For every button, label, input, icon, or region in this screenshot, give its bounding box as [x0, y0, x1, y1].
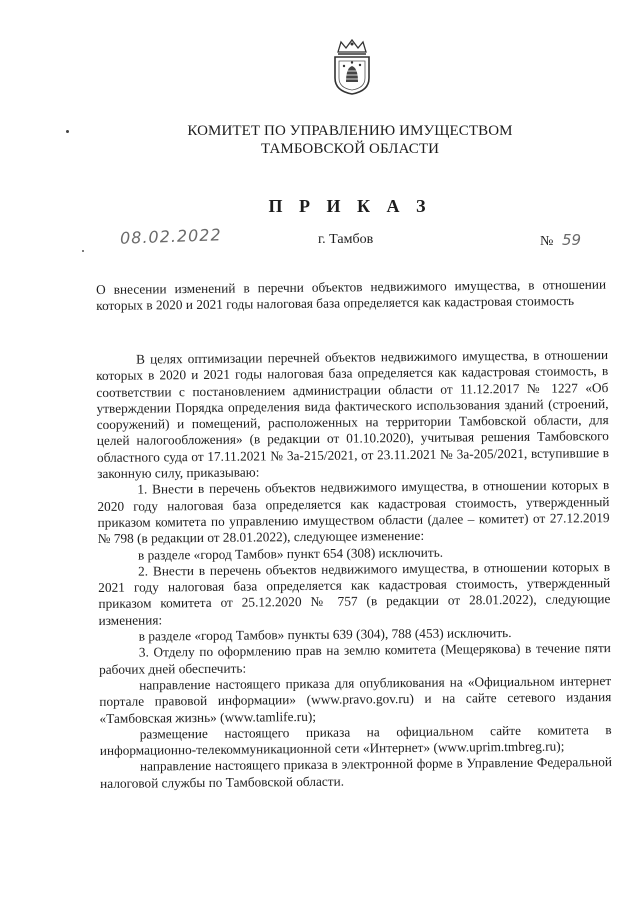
body-paragraph: направление настоящего приказа в электронной форме в Управление Федеральной налоговой службы по Тамбовской области. — [100, 754, 613, 791]
order-subject: О внесении изменений в перечни объектов недвижимого имущества, в отношении которых в 2020 и 2021 годы налоговая база определяется как кадастровая стоимость — [96, 276, 607, 313]
body-paragraph: размещение настоящего приказа на официальном сайте комитета в информационно-телекоммуникационной сети «Интернет» (www.uprim.tmbreg.ru); — [99, 721, 612, 759]
city: г. Тамбов — [318, 232, 374, 247]
order-body — [96, 347, 612, 792]
handwritten-date: 08.02.2022 — [119, 225, 222, 248]
tambov-coat-of-arms-icon — [330, 38, 374, 96]
body-paragraph: 2. Внести в перечень объектов недвижимого имущества, в отношении которых в 2021 году налоговая база определяется как кадастровая стоимость, утвержденный приказом комитета от 25.12.2020 № 757 (в редакции от 28.01.2022), следующие изменения: — [98, 558, 611, 628]
document-title: П Р И К А З — [268, 196, 432, 216]
org-line-2: ТАМБОВСКОЙ ОБЛАСТИ — [260, 141, 440, 157]
handwritten-number: 59 — [562, 231, 582, 249]
number-label: № — [540, 234, 554, 249]
organization-name — [150, 122, 550, 158]
scan-speck — [66, 130, 69, 133]
body-paragraph: направление настоящего приказа для опубликования на «Официальном интернет портале правовой информации» (www.pravo.gov.ru) и на сайте сетевого издания «Тамбовская жизнь» (www.tamlife.ru); — [99, 673, 612, 726]
scan-speck — [82, 250, 84, 252]
body-paragraph: в разделе «город Тамбов» пункты 639 (304), 788 (453) исключить. — [138, 625, 512, 644]
body-paragraph: 1. Внести в перечень объектов недвижимого имущества, в отношении которых в 2020 году налоговая база определяется как кадастровая стоимость, утвержденный приказом комитета по управлению имуществом области (далее – комитет) от 27.12.2019 № 798 (в редакции от 28.01.2022), следующее изменение: — [97, 477, 610, 547]
body-paragraph: 3. Отделу по оформлению прав на землю комитета (Мещерякова) в течение пяти рабочих дней обеспечить: — [98, 640, 611, 677]
org-line-1: КОМИТЕТ ПО УПРАВЛЕНИЮ ИМУЩЕСТВОМ — [187, 123, 513, 139]
body-paragraph: в разделе «город Тамбов» пункт 654 (308) исключить. — [137, 544, 444, 563]
body-paragraph: В целях оптимизации перечней объектов недвижимого имущества, в отношении которых в 2020 и 2021 годы налоговая база определяется как кадастровая стоимость, в соответствии с постановлением администрации области от 11.12.2017 № 1227 «Об утверждении Порядка определения вида фактического использования зданий (строений, сооружений) и помещений, расположенных на территории Тамбовской области, для целей налогообложения» (в редакции от 01.10.2020), учитывая решения Тамбовского областного суда от 17.11.2021 № 3а-215/2021, от 23.11.2021 № 3а-205/2021, вступившие в законную силу, приказываю: — [96, 347, 610, 482]
